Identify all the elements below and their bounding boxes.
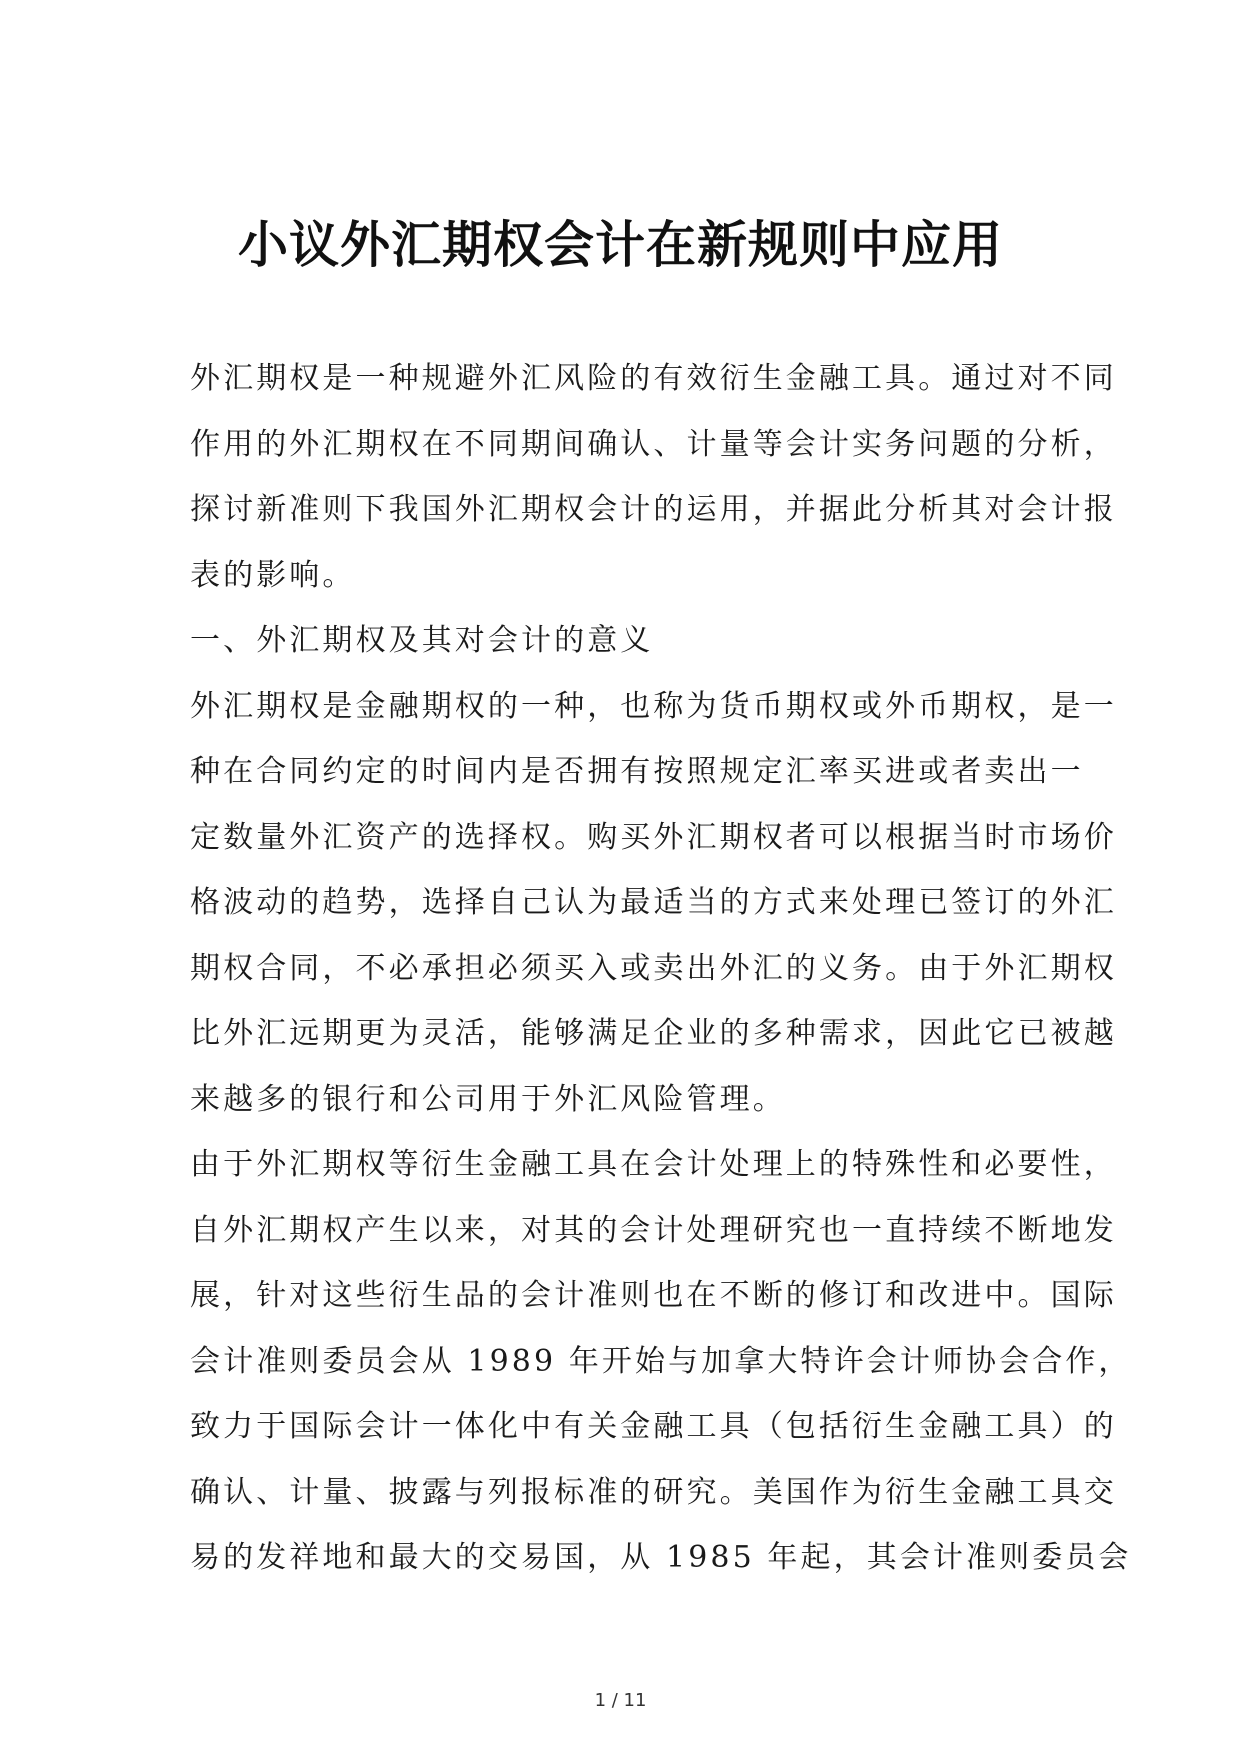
- body-line: 自外汇期权产生以来，对其的会计处理研究也一直持续不断地发: [190, 1212, 1117, 1248]
- section-heading: 一、外汇期权及其对会计的意义: [190, 623, 654, 658]
- body-line: 外汇期权是一种规避外汇风险的有效衍生金融工具。通过对不同: [190, 361, 1117, 396]
- body-line: 会计准则委员会从 1989 年开始与加拿大特许会计师协会合作，: [190, 1343, 1132, 1379]
- body-line: 易的发祥地和最大的交易国，从 1985 年起，其会计准则委员会: [190, 1540, 1132, 1575]
- body-line: 定数量外汇资产的选择权。购买外汇期权者可以根据当时市场价: [190, 819, 1117, 855]
- body-line: 格波动的趋势，选择自己认为最适当的方式来处理已签订的外汇: [190, 885, 1117, 920]
- body-line: 来越多的银行和公司用于外汇风险管理。: [190, 1081, 786, 1117]
- body-line: 表的影响。: [190, 557, 356, 593]
- body-line: 作用的外汇期权在不同期间确认、计量等会计实务问题的分析，: [190, 426, 1117, 462]
- document-title: 小议外汇期权会计在新规则中应用: [238, 216, 1003, 274]
- body-line: 探讨新准则下我国外汇期权会计的运用，并据此分析其对会计报: [190, 492, 1117, 527]
- body-line: 确认、计量、披露与列报标准的研究。美国作为衍生金融工具交: [190, 1474, 1117, 1510]
- body-line: 期权合同，不必承担必须买入或卖出外汇的义务。由于外汇期权: [190, 950, 1117, 986]
- body-line: 种在合同约定的时间内是否拥有按照规定汇率买进或者卖出一: [190, 754, 1084, 789]
- body-line: 致力于国际会计一体化中有关金融工具（包括衍生金融工具）的: [190, 1409, 1117, 1444]
- body-line: 展，针对这些衍生品的会计准则也在不断的修订和改进中。国际: [190, 1278, 1117, 1313]
- document-body: [190, 346, 1132, 1591]
- page-number: 1 / 11: [594, 1690, 647, 1711]
- body-line: 比外汇远期更为灵活，能够满足企业的多种需求，因此它已被越: [190, 1016, 1117, 1051]
- body-line: 由于外汇期权等衍生金融工具在会计处理上的特殊性和必要性，: [190, 1147, 1117, 1182]
- body-line: 外汇期权是金融期权的一种，也称为货币期权或外币期权，是一: [190, 688, 1117, 724]
